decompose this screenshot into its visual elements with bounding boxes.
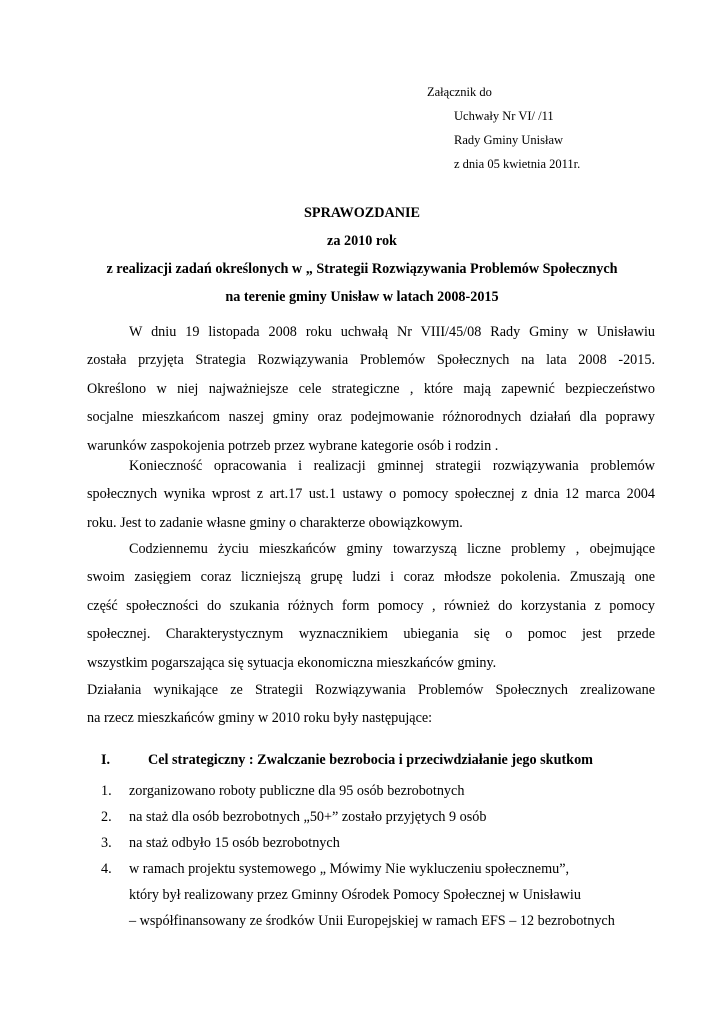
annex-header [427,80,580,176]
paragraph-line: Działania wynikające ze Strategii Rozwiązywania Problemów Społecznych zrealizowane [87,682,655,698]
paragraph-line: roku. Jest to zadanie własne gminy o charakterze obowiązkowym. [87,514,463,531]
list-item [101,856,615,882]
paragraph-line: Określono w niej najważniejsze cele strategiczne , które mają zapewnić bezpieczeństwo [87,380,655,397]
list-item-number: 1. [101,783,112,799]
title-line-4: na terenie gminy Unisław w latach 2008-2015 [225,289,499,305]
paragraph-line: została przyjęta Strategia Rozwiązywania Problemów Społecznych na lata 2008 -2015. [87,352,655,369]
paragraph-line: warunków zaspokojenia potrzeb przez wybrane kategorie osób i rodzin . [87,437,499,454]
paragraph-line: socjalne mieszkańcom naszej gminy oraz podejmowanie różnorodnych działań dla poprawy [87,409,655,426]
paragraph-line: swoim zasięgiem coraz liczniejszą grupę ludzi i coraz młodsze pokolenia. Zmuszają one [87,569,655,586]
paragraph-line: Codziennemu życiu mieszkańców gminy towarzyszą liczne problemy , obejmujące [129,541,655,557]
list-item-text: zorganizowano roboty publiczne dla 95 osób bezrobotnych [129,783,465,799]
paragraph-line: społecznych wynika wprost z art.17 ust.1 ustawy o pomocy społecznej z dnia 12 marca 2004 [87,486,655,503]
list-item [101,804,615,830]
title-line-3: z realizacji zadań określonych w „ Strategii Rozwiązywania Problemów Społecznych [106,261,618,277]
paragraph-line: wszystkim pogarszająca się sytuacja ekonomiczna mieszkańców gminy. [87,654,497,671]
title-line-1: SPRAWOZDANIE [304,205,420,221]
paragraph-line: część społeczności do szukania różnych form pomocy , również do korzystania z pomocy [87,597,655,614]
paragraph-line: Konieczność opracowania i realizacji gminnej strategii rozwiązywania problemów [129,458,655,474]
numbered-list [101,778,615,934]
list-item [101,830,615,856]
annex-line-4: z dnia 05 kwietnia 2011r. [454,157,581,171]
list-item [101,778,615,804]
list-item-number: 2. [101,809,112,825]
annex-line-1: Załącznik do [427,85,492,99]
list-item-number: 4. [101,861,112,877]
annex-line-3: Rady Gminy Unisław [454,133,564,147]
list-item-text: w ramach projektu systemowego „ Mówimy Nie wykluczeniu społecznemu”, [129,861,570,877]
paragraph-1 [87,318,655,460]
document-title [0,199,724,311]
list-item-text: na staż dla osób bezrobotnych „50+” zostało przyjętych 9 osób [129,809,487,825]
section-heading [101,752,593,769]
annex-line-2: Uchwały Nr VI/ /11 [454,109,554,123]
paragraph-3 [87,535,655,677]
paragraph-line: na rzecz mieszkańców gminy w 2010 roku były następujące: [87,710,433,727]
paragraph-line: W dniu 19 listopada 2008 roku uchwałą Nr VIII/45/08 Rady Gminy w Unisławiu [129,324,655,340]
list-item-number: 3. [101,835,112,851]
paragraph-4 [87,676,655,733]
list-item-continuation: który był realizowany przez Gminny Ośrodek Pomocy Społecznej w Unisławiu [129,887,581,903]
list-item-text: na staż odbyło 15 osób bezrobotnych [129,835,340,851]
paragraph-line: społecznej. Charakterystycznym wyznacznikiem ubiegania się o pomoc jest przede [87,626,655,643]
paragraph-2 [87,452,655,537]
list-item-continuation: – współfinansowany ze środków Unii Europejskiej w ramach EFS – 12 bezrobotnych [129,913,615,929]
section-number: I. [101,752,111,768]
title-line-2: za 2010 rok [327,233,397,249]
section-title: Cel strategiczny : Zwalczanie bezrobocia i przeciwdziałanie jego skutkom [148,752,593,768]
